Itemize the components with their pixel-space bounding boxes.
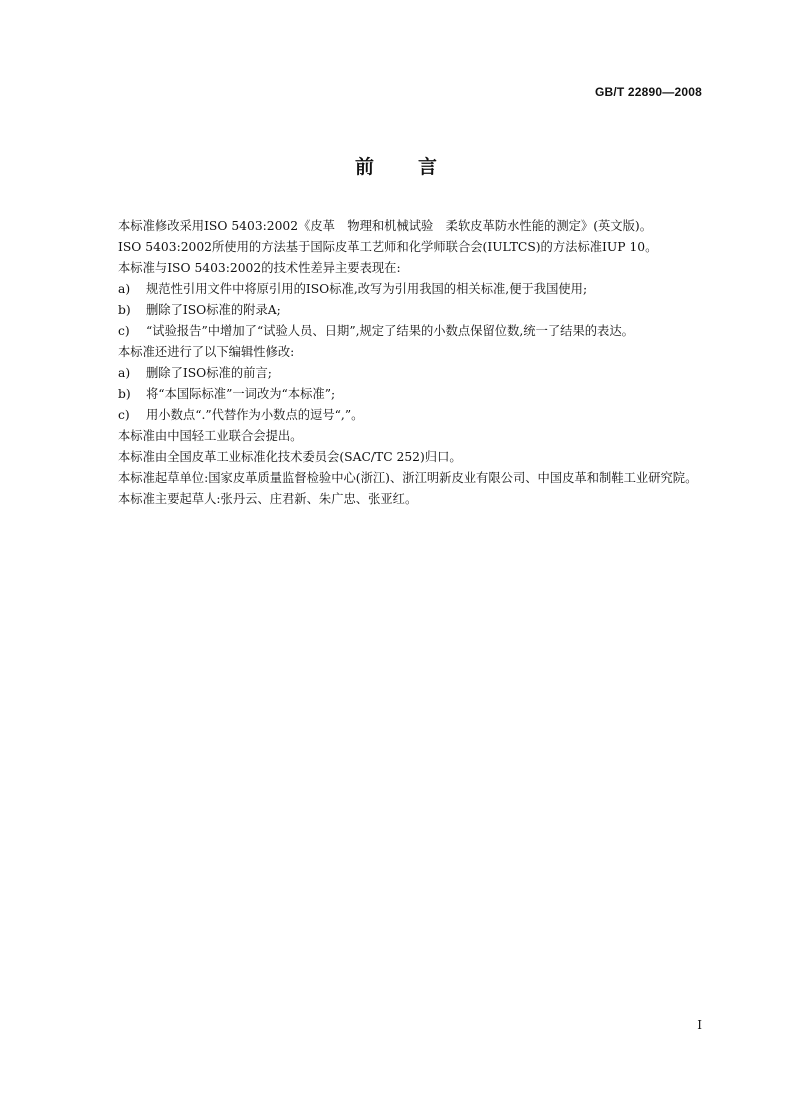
list-marker: b) [118, 387, 131, 401]
paragraph: 本标准由全国皮革工业标准化技术委员会(SAC/TC 252)归口。 [118, 450, 462, 464]
list-marker: c) [118, 324, 130, 338]
list-item [90, 300, 702, 321]
title-char-2: 言 [418, 156, 438, 178]
list-item [90, 279, 702, 300]
list-marker: a) [118, 366, 131, 380]
list-item [90, 321, 702, 342]
list-marker: b) [118, 303, 131, 317]
paragraph: 本标准由中国轻工业联合会提出。 [118, 429, 303, 443]
paragraph: 本标准起草单位:国家皮革质量监督检验中心(浙江)、浙江明新皮业有限公司、中国皮革和制鞋工业研究院。 [118, 471, 698, 485]
list-text: “试验报告”中增加了“试验人员、日期”,规定了结果的小数点保留位数,统一了结果的表达。 [146, 324, 634, 338]
page-number: I [697, 1018, 702, 1032]
list-item [90, 384, 702, 405]
paragraph: 本标准修改采用ISO 5403:2002《皮革 物理和机械试验 柔软皮革防水性能的测定》(英文版)。 [118, 219, 652, 233]
list-text: 删除了ISO标准的前言; [146, 366, 272, 380]
paragraph: 本标准与ISO 5403:2002的技术性差异主要表现在: [118, 261, 401, 275]
paragraph: ISO 5403:2002所使用的方法基于国际皮革工艺师和化学师联合会(IULTCS)的方法标准IUP 10。 [118, 240, 658, 254]
list-marker: a) [118, 282, 131, 296]
list-text: 将“本国际标准”一词改为“本标准”; [146, 387, 336, 401]
list-text: 删除了ISO标准的附录A; [146, 303, 281, 317]
list-marker: c) [118, 408, 130, 422]
paragraph: 本标准主要起草人:张丹云、庄君新、朱广忠、张亚红。 [118, 492, 418, 506]
paragraph: 本标准还进行了以下编辑性修改: [118, 345, 295, 359]
standard-code: GB/T 22890—2008 [594, 85, 702, 99]
title-char-1: 前 [354, 156, 374, 178]
foreword-body [90, 216, 702, 510]
list-item [90, 363, 702, 384]
list-item [90, 405, 702, 426]
page-title [0, 152, 792, 179]
list-text: 规范性引用文件中将原引用的ISO标准,改写为引用我国的相关标准,便于我国使用; [146, 282, 588, 296]
list-text: 用小数点“.”代替作为小数点的逗号“,”。 [146, 408, 364, 422]
